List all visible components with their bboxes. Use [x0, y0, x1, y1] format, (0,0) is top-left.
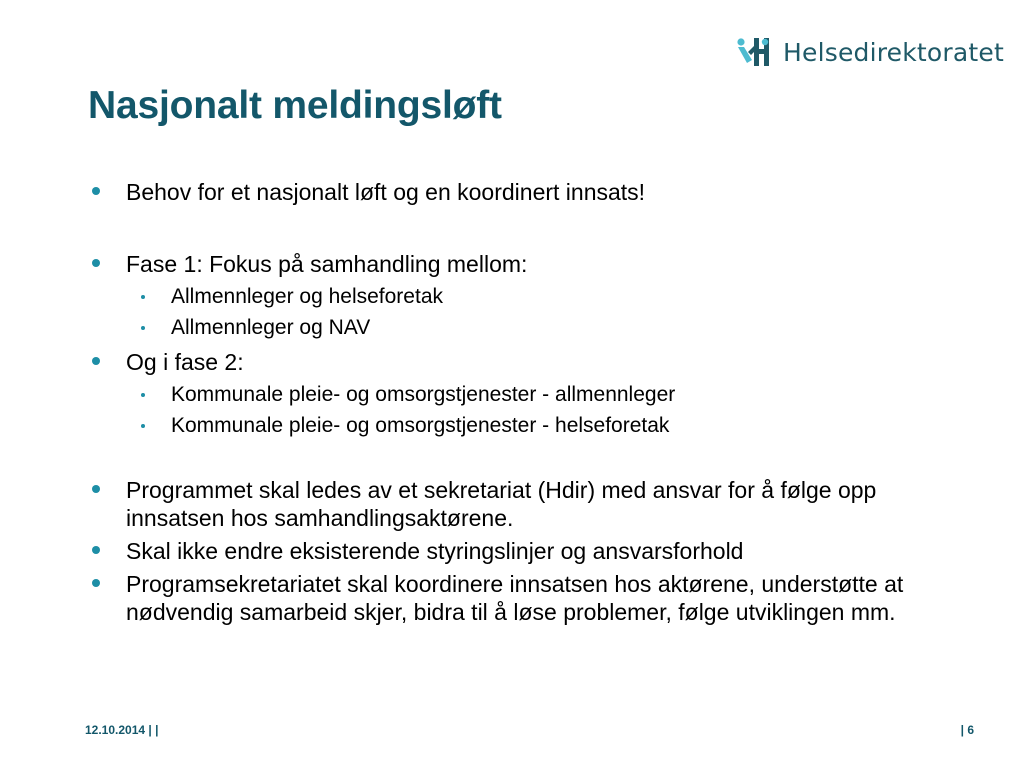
bullet-item: Fase 1: Fokus på samhandling mellom: [88, 250, 948, 278]
logo-text: Helsedirektoratet [783, 37, 1005, 67]
slide-content [88, 178, 948, 626]
sub-bullet-item: Kommunale pleie- og omsorgstjenester - helseforetak [88, 410, 948, 441]
bullet-item: Programmet skal ledes av et sekretariat (Hdir) med ansvar for å følge opp innsatsen hos samhandlingsaktørene. [88, 476, 948, 532]
bullet-item: Skal ikke endre eksisterende styringslinjer og ansvarsforhold [88, 537, 948, 565]
footer-page-number: | 6 [960, 723, 974, 737]
helsedirektoratet-logo [734, 32, 1004, 72]
sub-bullet-item: Allmennleger og helseforetak [88, 281, 948, 312]
sub-bullet-item: Allmennleger og NAV [88, 312, 948, 343]
footer-date: 12.10.2014 | | [85, 723, 159, 737]
bullet-item: Programsekretariatet skal koordinere innsatsen hos aktørene, understøtte at nødvendig samarbeid skjer, bidra til å løse problemer, følge utviklingen mm. [88, 570, 948, 626]
helsedirektoratet-emblem-icon [734, 32, 774, 72]
bullet-item: Behov for et nasjonalt løft og en koordinert innsats! [88, 178, 948, 206]
sub-bullet-item: Kommunale pleie- og omsorgstjenester - allmennleger [88, 379, 948, 410]
bullet-item: Og i fase 2: [88, 348, 948, 376]
slide-title: Nasjonalt meldingsløft [88, 84, 502, 127]
